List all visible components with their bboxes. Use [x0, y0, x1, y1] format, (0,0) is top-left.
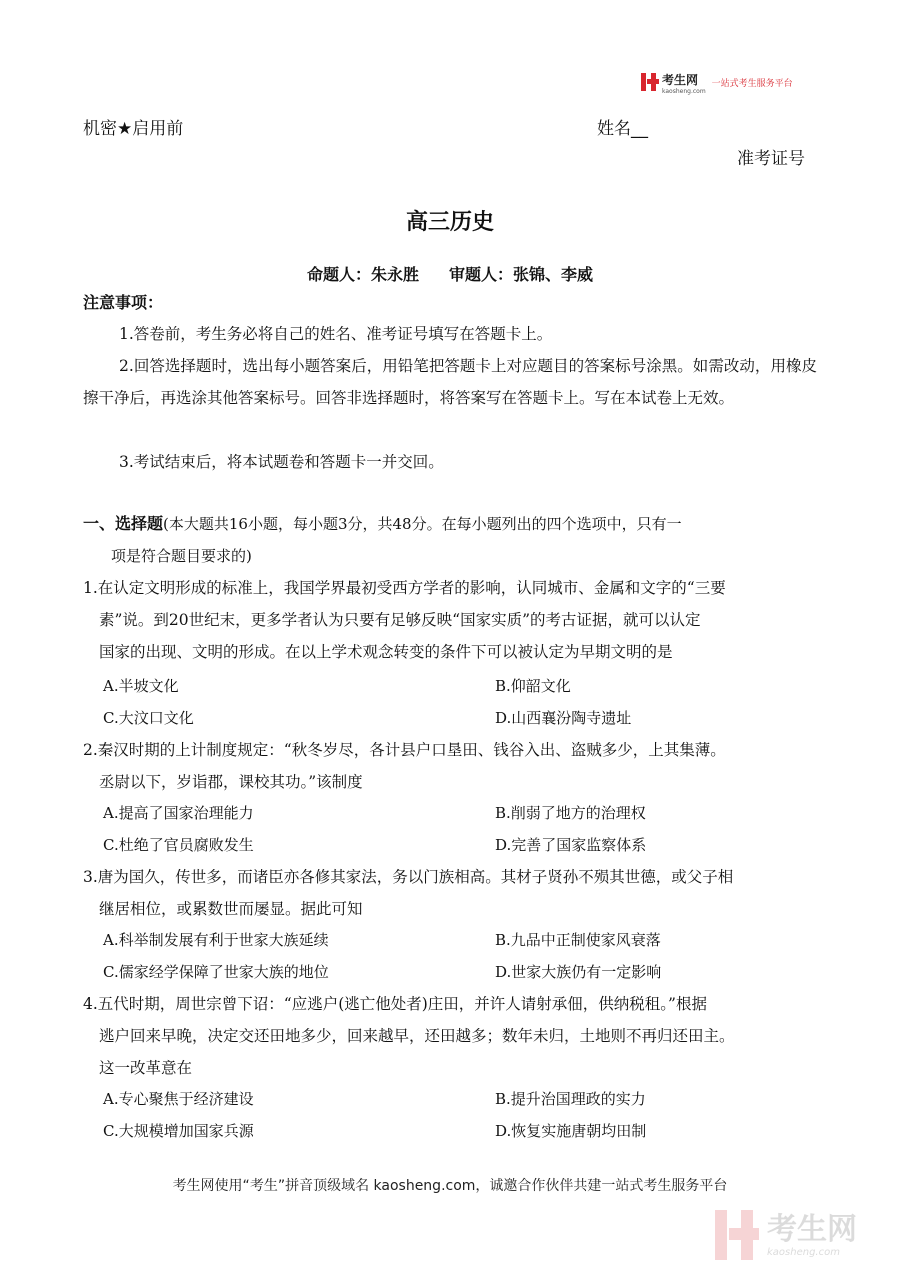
question-line: 4.五代时期，周世宗曾下诏：“应逃户(逃亡他处者)庄田，并许人请射承佃，供纳税租。”根据 — [83, 995, 707, 1013]
question-line: 逃户回来早晚，决定交还田地多少，回来越早，还田越多；数年未归，土地则不再归还田主。 — [99, 1027, 735, 1045]
question-4-option-c: C.大规模增加国家兵源 — [103, 1122, 254, 1140]
question-line: 继居相位，或累数世而屡显。据此可知 — [99, 900, 363, 918]
authors-line — [0, 262, 900, 285]
question-2 — [83, 734, 817, 798]
question-2-option-a: A.提高了国家治理能力 — [103, 804, 254, 822]
question-line: 2.秦汉时期的上计制度规定：“秋冬岁尽，各计县户口垦田、钱谷入出、盗贼多少，上其集薄。 — [83, 741, 726, 759]
brand-logo — [641, 70, 811, 94]
question-reviewer: 审题人：张锦、李威 — [449, 265, 594, 284]
question-line: 3.唐为国久，传世多，而诸臣亦各修其家法，务以门族相高。其材子贤孙不殒其世德，或父子相 — [83, 868, 734, 886]
question-line: 素”说。到20世纪末，更多学者认为只要有足够反映“国家实质”的考古证据，就可以认定 — [99, 611, 701, 629]
question-setter: 命题人：朱永胜 — [306, 265, 419, 284]
brand-slogan: 一站式考生服务平台 — [711, 78, 793, 89]
brand-name: 考生网 — [662, 73, 699, 87]
question-1-option-b: B.仰韶文化 — [495, 677, 571, 695]
notice-item-2: 2.回答选择题时，选出每小题答案后，用铅笔把答题卡上对应题目的答案标号涂黑。如需改动，用橡皮擦干净后，再选涂其他答案标号。回答非选择题时，将答案写在答题卡上。写在本试卷上无效。 — [83, 357, 817, 407]
question-3-option-d: D.世家大族仍有一定影响 — [495, 963, 662, 981]
page-footer: 考生网使用“考生”拼音顶级域名 kaosheng.com，诚邀合作伙伴共建一站式考生服务平台 — [172, 1178, 728, 1194]
section-title: 一、选择题 — [83, 514, 164, 533]
exam-title: 高三历史 — [405, 210, 494, 235]
name-field-label: 姓名__ — [597, 119, 648, 139]
notice-item-1: 1.答卷前，考生务必将自己的姓名、准考证号填写在答题卡上。 — [119, 325, 553, 343]
question-3-option-c: C.儒家经学保障了世家大族的地位 — [103, 963, 329, 981]
watermark-name: 考生网 — [767, 1211, 857, 1247]
notice-heading: 注意事项： — [83, 293, 164, 312]
brand-logo-text — [662, 69, 706, 95]
notice-item-3: 3.考试结束后，将本试题卷和答题卡一并交回。 — [119, 453, 444, 471]
section-desc: (本大题共16小题，每小题3分，共48分。在每小题列出的四个选项中，只有一 — [163, 515, 682, 533]
question-1-option-d: D.山西襄汾陶寺遗址 — [495, 709, 632, 727]
question-line: 丞尉以下，岁诣郡，课校其功。”该制度 — [99, 773, 363, 791]
question-3-option-a: A.科举制发展有利于世家大族延续 — [103, 931, 329, 949]
watermark-logo-icon — [715, 1210, 759, 1260]
question-3-option-b: B.九品中正制使家风衰落 — [495, 931, 661, 949]
section-header — [83, 508, 817, 572]
question-line: 这一改革意在 — [99, 1059, 193, 1077]
exam-id-label: 准考证号 — [737, 149, 805, 169]
brand-domain: kaosheng.com — [662, 88, 706, 95]
question-1-option-a: A.半坡文化 — [103, 677, 179, 695]
question-1 — [83, 572, 817, 668]
question-3 — [83, 861, 817, 925]
question-1-option-c: C.大汶口文化 — [103, 709, 194, 727]
question-4-option-d: D.恢复实施唐朝均田制 — [495, 1122, 647, 1140]
question-2-option-b: B.削弱了地方的治理权 — [495, 804, 646, 822]
question-4-option-a: A.专心聚焦于经济建设 — [103, 1090, 254, 1108]
question-line: 国家的出现、文明的形成。在以上学术观念转变的条件下可以被认定为早期文明的是 — [99, 643, 673, 661]
brand-watermark — [715, 1205, 885, 1265]
question-4 — [83, 988, 817, 1084]
watermark-domain: kaosheng.com — [767, 1246, 840, 1258]
section-desc-cont: 项是符合题目要求的) — [111, 547, 252, 565]
confidential-label: 机密★启用前 — [83, 119, 184, 139]
question-2-option-d: D.完善了国家监察体系 — [495, 836, 647, 854]
brand-logo-icon — [641, 73, 659, 91]
question-2-option-c: C.杜绝了官员腐败发生 — [103, 836, 254, 854]
question-4-option-b: B.提升治国理政的实力 — [495, 1090, 646, 1108]
question-line: 1.在认定文明形成的标准上，我国学界最初受西方学者的影响，认同城市、金属和文字的“三要 — [83, 579, 726, 597]
